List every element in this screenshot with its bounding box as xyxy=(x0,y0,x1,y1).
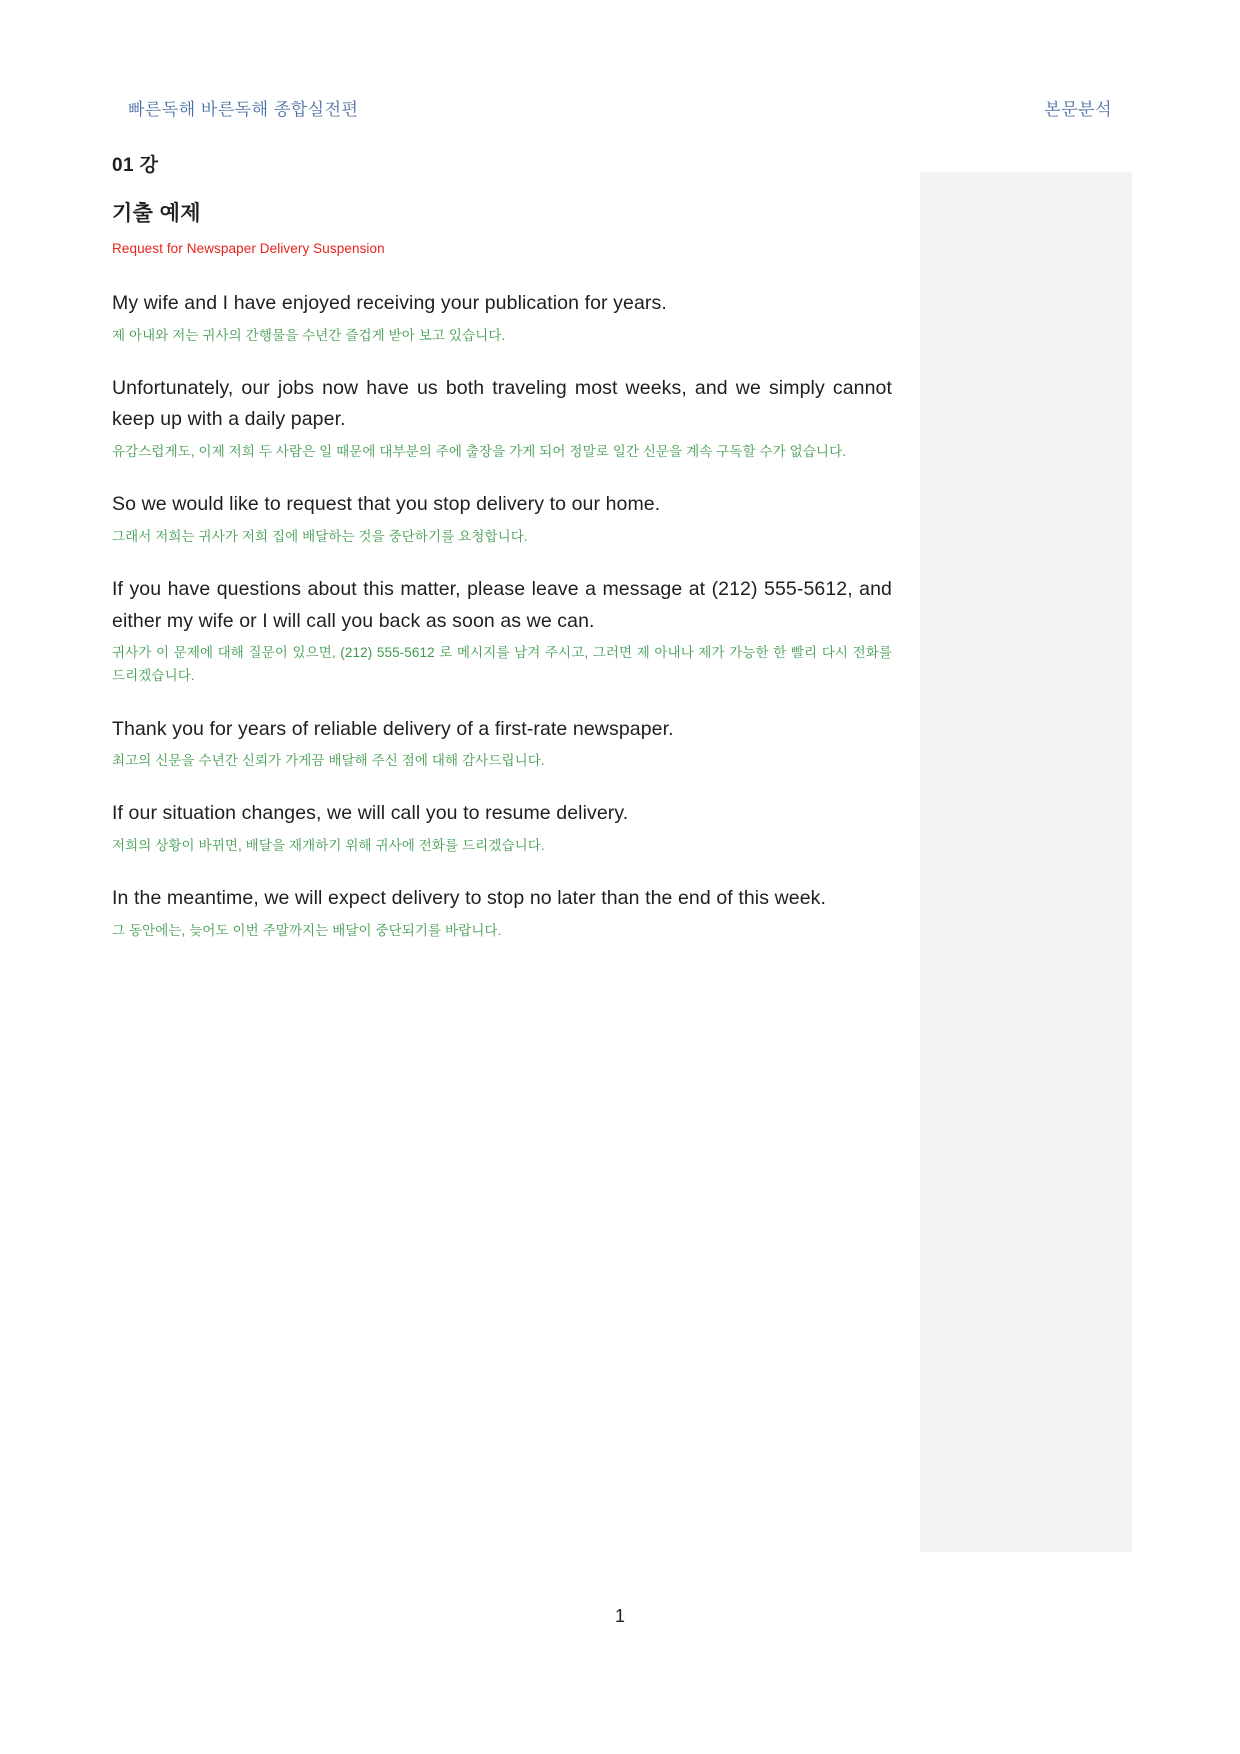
header-section-label: 본문분석 xyxy=(1044,100,1112,119)
section-heading: 기출 예제 xyxy=(112,202,201,225)
paragraph-korean: 귀사가 이 문제에 대해 질문이 있으면, (212) 555-5612 로 메시지를 남겨 주시고, 그러면 제 아내나 제가 가능한 한 빨리 다시 전화를 드리겠습니다. xyxy=(112,645,892,684)
paragraph-5 xyxy=(112,714,892,773)
paragraph-english: Unfortunately, our jobs now have us both traveling most weeks, and we simply cannot keep up with a daily paper. xyxy=(112,376,892,431)
paragraph-korean: 제 아내와 저는 귀사의 간행물을 수년간 즐겁게 받아 보고 있습니다. xyxy=(112,327,506,343)
passage-title: Request for Newspaper Delivery Suspension xyxy=(112,241,385,256)
paragraph-korean: 저희의 상황이 바뀌면, 배달을 재개하기 위해 귀사에 전화를 드리겠습니다. xyxy=(112,837,545,853)
paragraph-korean: 그 동안에는, 늦어도 이번 주말까지는 배달이 중단되기를 바랍니다. xyxy=(112,922,502,938)
paragraph-4 xyxy=(112,574,892,688)
paragraph-7 xyxy=(112,883,892,942)
paragraph-korean: 최고의 신문을 수년간 신뢰가 가게끔 배달해 주신 점에 대해 감사드립니다. xyxy=(112,753,545,769)
paragraph-3 xyxy=(112,489,892,548)
paragraph-english: In the meantime, we will expect delivery to stop no later than the end of this week. xyxy=(112,887,827,910)
paragraph-english: Thank you for years of reliable delivery of a first-rate newspaper. xyxy=(112,717,674,740)
document-body xyxy=(112,150,892,942)
paragraph-english: My wife and I have enjoyed receiving your publication for years. xyxy=(112,292,667,314)
paragraph-2 xyxy=(112,373,892,463)
paragraph-1 xyxy=(112,288,892,347)
paragraph-english: If our situation changes, we will call you to resume delivery. xyxy=(112,802,629,825)
header-book-title: 빠른독해 바른독해 종합실전편 xyxy=(128,100,359,119)
paragraph-english: So we would like to request that you stop delivery to our home. xyxy=(112,493,661,516)
paragraph-6 xyxy=(112,798,892,857)
lesson-number: 01 강 xyxy=(112,155,159,176)
paragraph-english: If you have questions about this matter, please leave a message at (212) 555-5612, and either my wife or I will call you back as soon as we can. xyxy=(112,577,892,632)
page-header xyxy=(0,95,1240,125)
side-note-panel xyxy=(920,172,1132,1552)
paragraph-korean: 유감스럽게도, 이제 저희 두 사람은 일 때문에 대부분의 주에 출장을 가게 되어 정말로 일간 신문을 계속 구독할 수가 없습니다. xyxy=(112,443,847,459)
page-number: 1 xyxy=(614,1606,625,1626)
paragraph-korean: 그래서 저희는 귀사가 저희 집에 배달하는 것을 중단하기를 요청합니다. xyxy=(112,528,528,544)
